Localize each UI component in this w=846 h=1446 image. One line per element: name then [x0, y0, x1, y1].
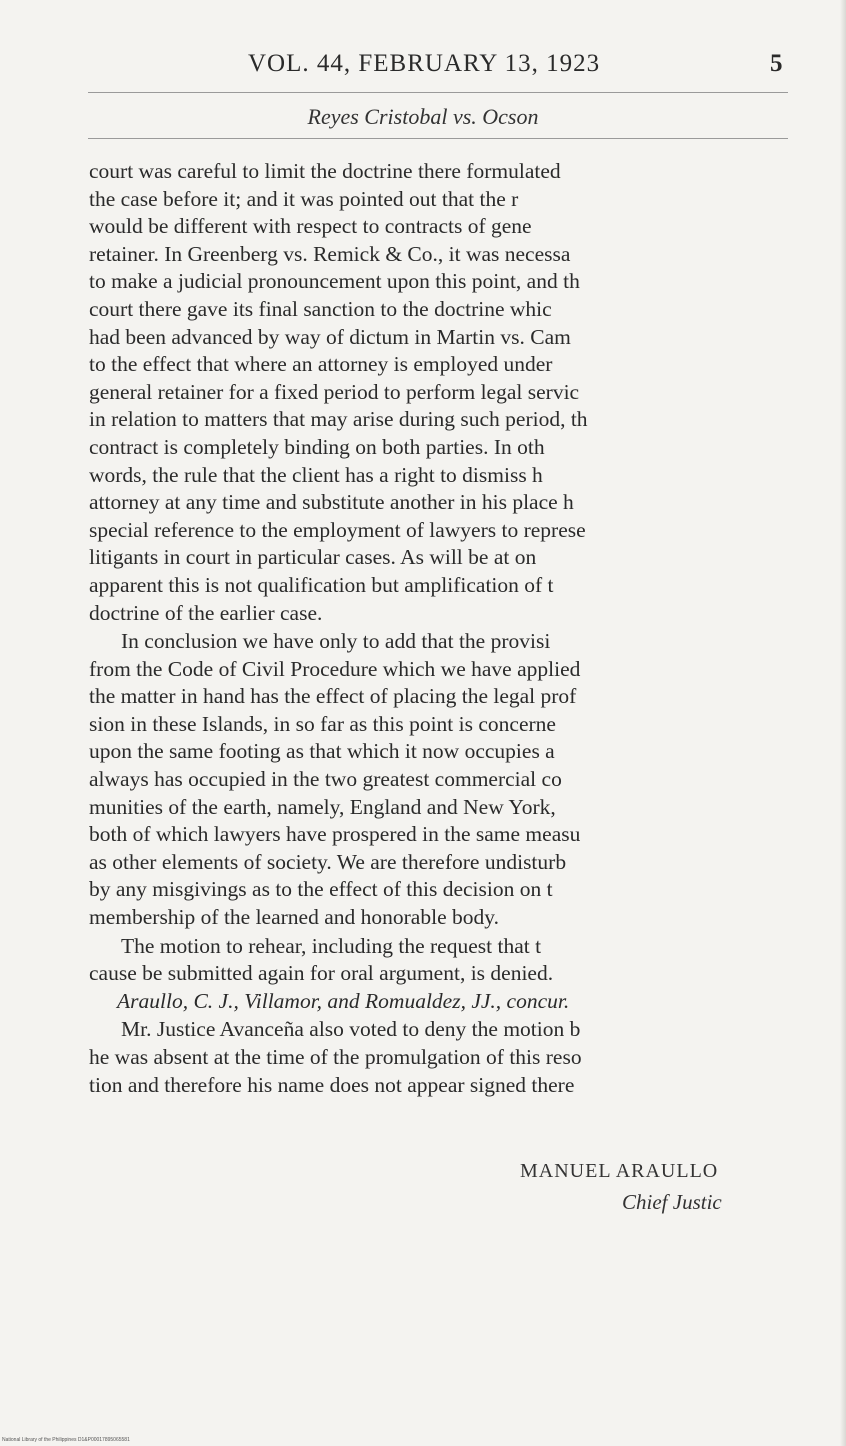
- text-line: both of which lawyers have prospered in the same measu: [89, 822, 581, 847]
- header-rule-top: [88, 92, 788, 93]
- text-line: tion and therefore his name does not appear signed there: [89, 1072, 575, 1097]
- text-line: cause be submitted again for oral argument, is denied.: [89, 961, 554, 986]
- text-line: munities of the earth, namely, England and New York,: [89, 794, 556, 819]
- opinion-text: [89, 158, 819, 1099]
- running-head: [0, 50, 846, 90]
- text-line: as other elements of society. We are therefore undisturb: [89, 849, 567, 874]
- text-line: to the effect that where an attorney is employed under: [89, 352, 553, 377]
- page-edge: [840, 0, 846, 1446]
- concurrence-line: Araullo, C. J., Villamor, and Romualdez, JJ., concur.: [117, 988, 570, 1013]
- text-line: attorney at any time and substitute another in his place h: [89, 490, 574, 515]
- text-line: contract is completely binding on both parties. In oth: [89, 434, 545, 459]
- volume-date-heading: VOL. 44, FEBRUARY 13, 1923: [248, 50, 601, 77]
- text-line: special reference to the employment of lawyers to represe: [89, 517, 586, 542]
- library-watermark: National Library of the Philippines D1&P00017895065581: [2, 1437, 130, 1443]
- text-line: he was absent at the time of the promulgation of this reso: [89, 1045, 582, 1069]
- paragraph-start-line: In conclusion we have only to add that the provisi: [121, 629, 551, 654]
- paragraph-start-line: Mr. Justice Avanceña also voted to deny the motion b: [121, 1017, 581, 1042]
- text-line: litigants in court in particular cases. As will be at on: [89, 545, 537, 570]
- text-line: the case before it; and it was pointed out that the r: [89, 186, 519, 211]
- text-line: doctrine of the earlier case.: [89, 600, 323, 625]
- text-line: by any misgivings as to the effect of this decision on t: [89, 877, 553, 902]
- case-title: Reyes Cristobal vs. Ocson: [307, 104, 539, 129]
- signature-title: Chief Justic: [622, 1190, 722, 1214]
- text-line: always has occupied in the two greatest commercial co: [89, 767, 562, 792]
- text-line: would be different with respect to contracts of gene: [89, 214, 532, 239]
- text-line: court was careful to limit the doctrine there formulated: [89, 159, 561, 183]
- page-number: 5: [770, 50, 783, 77]
- header-rule-bottom: [88, 138, 788, 139]
- text-line: upon the same footing as that which it now occupies a: [89, 739, 555, 764]
- text-line: general retainer for a fixed period to perform legal servic: [89, 379, 580, 404]
- text-line: from the Code of Civil Procedure which we have applied: [89, 656, 581, 681]
- text-line: apparent this is not qualification but amplification of t: [89, 572, 554, 597]
- signature-name: MANUEL ARAULLO: [520, 1160, 719, 1182]
- paragraph-start-line: The motion to rehear, including the request that t: [121, 933, 542, 958]
- text-line: in relation to matters that may arise during such period, th: [89, 407, 588, 432]
- text-line: to make a judicial pronouncement upon this point, and th: [89, 269, 580, 294]
- text-line: sion in these Islands, in so far as this point is concerne: [89, 711, 556, 736]
- text-line: membership of the learned and honorable body.: [89, 905, 499, 930]
- text-line: retainer. In Greenberg vs. Remick & Co., it was necessa: [89, 241, 571, 266]
- text-line: the matter in hand has the effect of placing the legal prof: [89, 684, 577, 709]
- text-line: court there gave its final sanction to the doctrine whic: [89, 296, 552, 321]
- text-line: words, the rule that the client has a right to dismiss h: [89, 462, 543, 487]
- text-line: had been advanced by way of dictum in Martin vs. Cam: [89, 324, 571, 349]
